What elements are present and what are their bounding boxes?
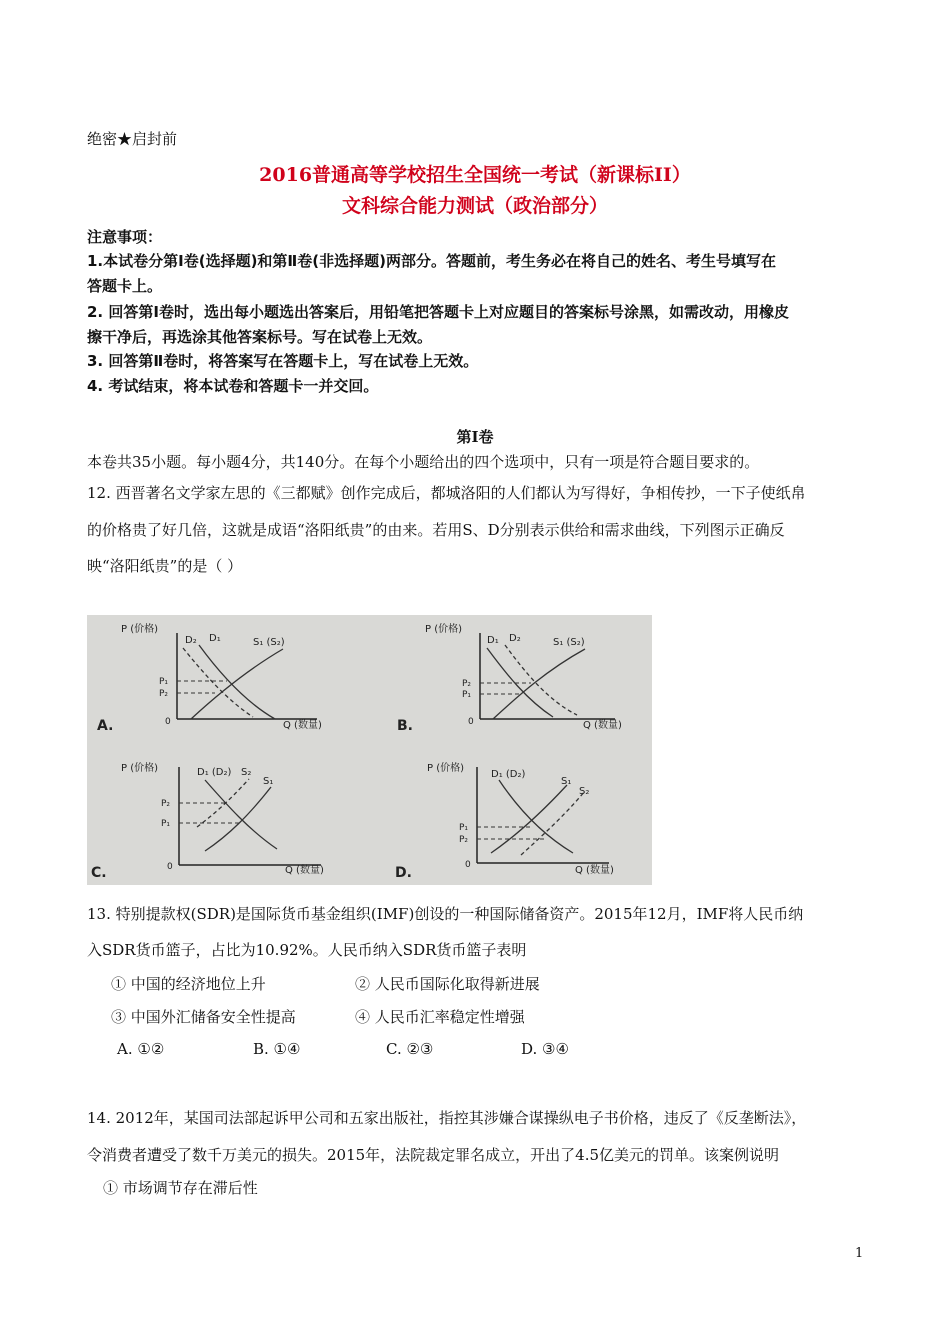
graph-d-price-1: P₁ — [459, 823, 469, 833]
graph-a-curve-d2 — [183, 648, 253, 717]
graph-c-y-label: P (价格) — [121, 763, 159, 774]
graph-c-price-1: P₂ — [161, 799, 171, 809]
page-number: 1 — [855, 1246, 864, 1261]
graph-b-y-label: P (价格) — [425, 624, 463, 635]
graph-a-origin: 0 — [165, 717, 171, 727]
q14-line-2: 令消费者遭受了数千万美元的损失。2015年，法院裁定罪名成立，开出了4.5亿美元的罚单。该案例说明 — [87, 1146, 780, 1164]
graph-c-option: C. — [91, 865, 107, 881]
graph-b-curve-s — [493, 649, 585, 719]
q14-line-1: 14. 2012年，某国司法部起诉甲公司和五家出版社，指控其涉嫌合谋操纵电子书价格，违反了《反垄断法》， — [87, 1109, 807, 1127]
graph-d — [395, 761, 614, 881]
notice-heading: 注意事项： — [87, 228, 163, 246]
supply-demand-figure — [87, 615, 652, 885]
q13-option-b: B. ①④ — [253, 1040, 301, 1058]
graph-d-curve-s1 — [491, 785, 567, 853]
graph-a-curve-s — [191, 649, 283, 719]
graph-b-option: B. — [397, 718, 413, 734]
notice-item-1-cont: 答题卡上。 — [87, 277, 163, 295]
q12-line-3: 映“洛阳纸贵”的是（ ） — [87, 557, 243, 575]
q12-line-1: 12. 西晋著名文学家左思的《三都赋》创作完成后，都城洛阳的人们都认为写得好，争相传抄，一下子使纸帛 — [87, 484, 806, 502]
graph-a-y-label: P (价格) — [121, 624, 159, 635]
graph-a-label-d2: D₂ — [185, 635, 197, 646]
graph-b-label-d2: D₂ — [509, 633, 521, 644]
graph-b — [397, 622, 622, 734]
graph-d-x-label: Q (数量) — [575, 865, 614, 876]
graph-c-curve-s1 — [205, 787, 271, 851]
graph-a — [97, 622, 322, 734]
graph-d-origin: 0 — [465, 860, 471, 870]
graph-c-label-s1: S₁ — [263, 776, 274, 787]
graph-b-label-d1: D₁ — [487, 635, 499, 646]
graph-b-curve-d2 — [505, 645, 577, 715]
notice-item-4: 4. 考试结束，将本试卷和答题卡一并交回。 — [87, 377, 379, 395]
graph-c-x-label: Q (数量) — [285, 865, 324, 876]
q13-statement-3: ③ 中国外汇储备安全性提高 — [111, 1008, 296, 1026]
graph-d-label-s1: S₁ — [561, 776, 572, 787]
q14-statement-1: ① 市场调节存在滞后性 — [103, 1179, 258, 1197]
notice-item-1: 1.本试卷分第Ⅰ卷(选择题)和第Ⅱ卷(非选择题)两部分。答题前，考生务必在将自己的姓名、考生号填写在 — [87, 252, 777, 270]
exam-subtitle: 文科综合能力测试（政治部分） — [341, 195, 608, 217]
graph-a-price-2: P₂ — [159, 689, 169, 699]
q13-option-c: C. ②③ — [386, 1040, 434, 1058]
graph-a-label-s: S₁ (S₂) — [253, 637, 285, 648]
graph-c — [91, 761, 324, 881]
q13-option-a: A. ①② — [117, 1040, 165, 1058]
graph-b-label-s: S₁ (S₂) — [553, 637, 585, 648]
graph-d-price-2: P₂ — [459, 835, 469, 845]
q13-statement-2: ② 人民币国际化取得新进展 — [355, 975, 540, 993]
graph-d-y-label: P (价格) — [427, 763, 465, 774]
graph-b-price-2: P₁ — [462, 690, 472, 700]
notice-item-2: 2. 回答第Ⅰ卷时，选出每小题选出答案后，用铅笔把答题卡上对应题目的答案标号涂黑，如需改动，用橡皮 — [87, 303, 789, 321]
section-intro: 本卷共35小题。每小题4分，共140分。在每个小题给出的四个选项中，只有一项是符合题目要求的。 — [87, 453, 760, 471]
graph-b-origin: 0 — [468, 717, 474, 727]
graph-d-label-d: D₁ (D₂) — [491, 769, 526, 780]
q13-line-1: 13. 特别提款权(SDR)是国际货币基金组织(IMF)创设的一种国际储备资产。2015年12月，IMF将人民币纳 — [87, 905, 804, 923]
graph-a-price-1: P₁ — [159, 677, 169, 687]
graph-c-label-s2: S₂ — [241, 767, 252, 778]
notice-item-3: 3. 回答第Ⅱ卷时，将答案写在答题卡上，写在试卷上无效。 — [87, 352, 479, 370]
confidential-label: 绝密★启封前 — [87, 130, 178, 148]
graph-d-option: D. — [395, 865, 412, 881]
notice-item-2-cont: 擦干净后，再选涂其他答案标号。写在试卷上无效。 — [87, 328, 433, 346]
supply-demand-graphs — [87, 615, 652, 885]
graph-b-x-label: Q (数量) — [583, 720, 622, 731]
graph-c-label-d: D₁ (D₂) — [197, 767, 232, 778]
q13-statement-1: ① 中国的经济地位上升 — [111, 975, 266, 993]
graph-a-label-d1: D₁ — [209, 633, 221, 644]
graph-d-label-s2: S₂ — [579, 786, 590, 797]
graph-c-origin: 0 — [167, 862, 173, 872]
graph-c-price-2: P₁ — [161, 819, 171, 829]
q13-option-d: D. ③④ — [521, 1040, 569, 1058]
exam-title: 2016普通高等学校招生全国统一考试（新课标II） — [259, 164, 691, 186]
q13-statement-4: ④ 人民币汇率稳定性增强 — [355, 1008, 525, 1026]
graph-b-price-1: P₂ — [462, 679, 472, 689]
graph-a-x-label: Q (数量) — [283, 720, 322, 731]
q13-line-2: 入SDR货币篮子，占比为10.92%。人民币纳入SDR货币篮子表明 — [87, 941, 527, 959]
graph-a-curve-d1 — [199, 645, 275, 719]
graph-a-option: A. — [97, 718, 114, 734]
q12-line-2: 的价格贵了好几倍，这就是成语“洛阳纸贵”的由来。若用S、D分别表示供给和需求曲线，下列图示正确反 — [87, 521, 785, 539]
section-heading: 第Ⅰ卷 — [456, 428, 494, 446]
graph-c-curve-d — [205, 780, 277, 849]
